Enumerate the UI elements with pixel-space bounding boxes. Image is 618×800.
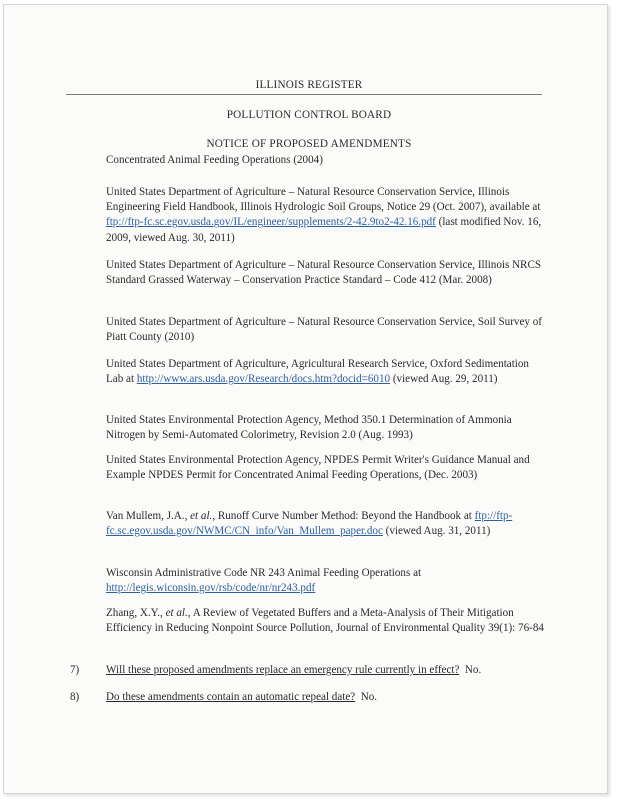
reference-item: Wisconsin Administrative Code NR 243 Animal Feeding Operations at http://legis.wiconsin.gov/rsb/code/nr/nr243.pdf (106, 567, 422, 595)
board-title: POLLUTION CONTROL BOARD (226, 109, 392, 121)
question-number: 8) (70, 691, 80, 703)
reference-link[interactable]: ftp://ftp-fc.sc.egov.usda.gov/NWMC/CN_info/Van_Mullem_paper.doc (106, 510, 513, 538)
reference-item: United States Department of Agriculture – Natural Resource Conservation Service, Soil Survey of Piatt County (2010) (106, 316, 542, 344)
question-text: Will these proposed amendments replace an emergency rule currently in effect? (106, 664, 460, 676)
question-item (106, 691, 377, 703)
question-number: 7) (70, 664, 80, 676)
reference-item: Van Mullem, J.A., et al., Runoff Curve Number Method: Beyond the Handbook at ftp://ftp-fc.sc.egov.usda.gov/NWMC/CN_info/Van_Mullem_paper.doc (viewed Aug. 31, 2011) (106, 510, 513, 538)
reference-link[interactable]: ftp://ftp-fc.sc.egov.usda.gov/IL/engineer/supplements/2-42.9to2-42.16.pdf (106, 216, 436, 229)
reference-item: Zhang, X.Y., et al., A Review of Vegetated Buffers and a Meta-Analysis of Their Mitigation Efficiency in Reducing Nonpoint Source Pollution, Journal of Environmental Quality 39(1): 76-84 (106, 607, 544, 635)
question-answer: No. (355, 691, 378, 703)
reference-item: United States Department of Agriculture – Natural Resource Conservation Service, Illinois NRCS Standard Grassed Waterway – Conservation Practice Standard – Code 412 (Mar. 2008) (106, 259, 542, 287)
reference-link[interactable]: http://legis.wiconsin.gov/rsb/code/nr/nr243.pdf (106, 582, 316, 595)
reference-link[interactable]: http://www.ars.usda.gov/Research/docs.htm?docid=6010 (136, 373, 391, 386)
reference-item: United States Department of Agriculture, Agricultural Research Service, Oxford Sedimentation Lab at http://www.ars.usda.gov/Research/docs.htm?docid=6010 (viewed Aug. 29, 2011) (106, 358, 529, 386)
question-text: Do these amendments contain an automatic repeal date? (106, 691, 356, 703)
header-divider (66, 94, 542, 95)
question-answer: No. (459, 664, 482, 676)
question-item (106, 664, 481, 676)
register-title: ILLINOIS REGISTER (255, 79, 363, 91)
reference-item: United States Environmental Protection Agency, Method 350.1 Determination of Ammonia Nitrogen by Semi-Automated Colorimetry, Revision 2.0 (Aug. 1993) (106, 414, 512, 442)
reference-item: United States Environmental Protection Agency, NPDES Permit Writer's Guidance Manual and Example NPDES Permit for Concentrated Animal Feeding Operations, (Dec. 2003) (106, 454, 530, 482)
notice-title: NOTICE OF PROPOSED AMENDMENTS (206, 138, 412, 150)
reference-item: United States Department of Agriculture – Natural Resource Conservation Service, Illinois Engineering Field Handbook, Illinois Hydrologic Soil Groups, Notice 29 (Oct. 2007), available at ftp://ftp-fc.sc.egov.usda.gov/IL/engineer/supplements/2-42.9to2-42.16.pdf (last modified Nov. 16, 2009, viewed Aug. 30, 2011) (106, 186, 542, 244)
reference-item: Concentrated Animal Feeding Operations (2004) (106, 154, 323, 166)
